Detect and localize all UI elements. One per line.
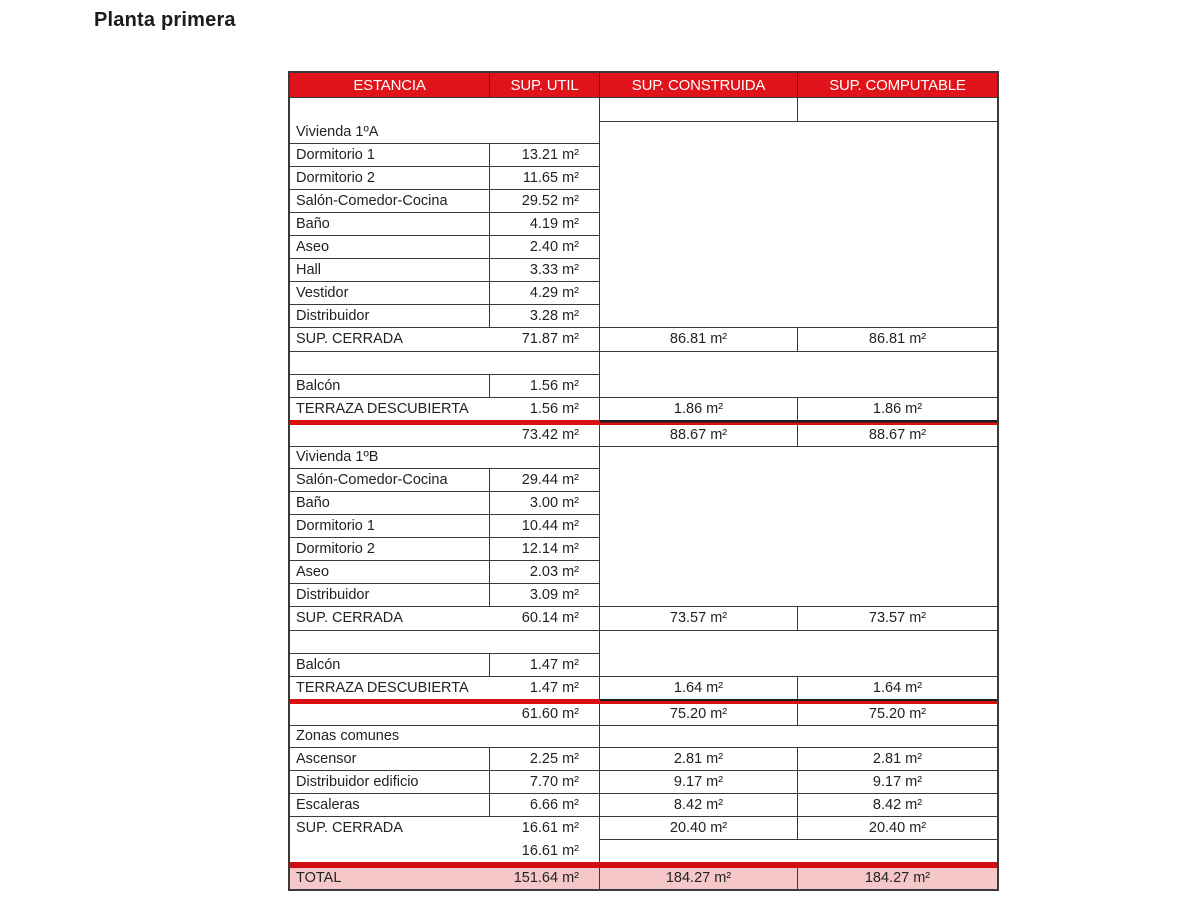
empty-span-cell [600,352,997,398]
cell-sup-util: 2.40 m² [490,236,600,259]
cell-sup-util: 1.47 m² [490,654,600,677]
sup-util-value: 151.64 m² [513,870,579,887]
cell-estancia: Distribuidor [290,584,490,607]
cell-sup-construida: 73.57 m² [600,607,798,631]
cell-sup-util: 3.00 m² [490,492,600,515]
row-label: SUP. CERRADA [296,331,403,348]
cell-sup-util: 3.33 m² [490,259,600,282]
gap-cell [290,352,600,375]
cell-sup-construida: 20.40 m² [600,817,798,840]
cell-sup-computable: 1.64 m² [872,679,923,696]
row-label: TERRAZA DESCUBIERTA [296,679,469,696]
cell-sup-util: 10.44 m² [490,515,600,538]
cell-sup-construida: 2.81 m² [600,748,798,771]
cell-sup-util: 1.56 m² [490,375,600,398]
cell-sup-util: 4.29 m² [490,282,600,305]
row-label: SUP. CERRADA [296,820,403,837]
row-total [290,868,600,889]
cell-sup-util: 2.03 m² [490,561,600,584]
column-header-4: SUP. COMPUTABLE [798,73,997,98]
cell-estancia: Escaleras [290,794,490,817]
cell-estancia: Dormitorio 1 [290,515,490,538]
cell-sup-util: 29.44 m² [490,469,600,492]
cell-sup-util: 7.70 m² [490,771,600,794]
row-subtotal [290,840,600,862]
surface-areas-table [288,71,999,891]
cell-estancia: Vestidor [290,282,490,305]
sup-util-value: 60.14 m² [521,610,579,627]
section-label: Zonas comunes [290,726,600,748]
empty-span-cell [600,447,997,607]
cell-sup-computable: 20.40 m² [798,817,997,840]
cell-sup-construida: 184.27 m² [600,868,798,889]
empty-span-cell [600,840,997,862]
cell-sup-computable: 75.20 m² [798,704,997,726]
cell-estancia: Dormitorio 1 [290,144,490,167]
column-header-3: SUP. CONSTRUIDA [600,73,798,98]
row-subtotal [290,704,600,726]
cell-sup-util: 2.25 m² [490,748,600,771]
cell-estancia: Balcón [290,654,490,677]
cell-sup-util: 3.09 m² [490,584,600,607]
empty-cell [798,98,997,122]
cell-estancia: Aseo [290,236,490,259]
page-title: Planta primera [94,9,236,31]
cell-sup-computable: 184.27 m² [798,868,997,889]
column-header-2: SUP. UTIL [490,73,600,98]
cell-sup-computable: 9.17 m² [798,771,997,794]
cell-sup-computable: 8.42 m² [798,794,997,817]
sup-util-value: 1.47 m² [529,679,579,696]
row-label: SUP. CERRADA [296,610,403,627]
cell-estancia: Ascensor [290,748,490,771]
sup-util-value: 71.87 m² [521,331,579,348]
row-label: TOTAL [296,870,342,887]
row-sup-cerrada [290,817,600,840]
cell-estancia: Hall [290,259,490,282]
row-terraza [290,677,600,699]
sup-util-value: 61.60 m² [521,706,579,723]
cell-sup-construida: 88.67 m² [600,425,798,447]
cell-estancia: Distribuidor [290,305,490,328]
sup-util-value: 1.56 m² [529,400,579,417]
cell-sup-computable: 88.67 m² [798,425,997,447]
empty-span-cell [600,726,997,748]
row-label: TERRAZA DESCUBIERTA [296,400,469,417]
cell-sup-construida: 75.20 m² [600,704,798,726]
cell-sup-computable: 1.86 m² [872,400,923,417]
cell-sup-util: 4.19 m² [490,213,600,236]
cell-estancia: Balcón [290,375,490,398]
cell-estancia: Baño [290,492,490,515]
cell-sup-computable: 86.81 m² [798,328,997,352]
cell-sup-construida: 1.64 m² [600,677,798,699]
row-terraza [290,398,600,420]
section-label: Vivienda 1ºA [290,98,600,144]
cell-estancia: Dormitorio 2 [290,167,490,190]
cell-sup-util: 11.65 m² [490,167,600,190]
cell-estancia: Distribuidor edificio [290,771,490,794]
cell-sup-construida: 9.17 m² [600,771,798,794]
cell-sup-computable: 2.81 m² [798,748,997,771]
cell-estancia: Salón-Comedor-Cocina [290,190,490,213]
cell-sup-util: 3.28 m² [490,305,600,328]
row-subtotal [290,425,600,447]
empty-span-cell [600,631,997,677]
row-sup-cerrada [290,607,600,631]
cell-sup-util: 29.52 m² [490,190,600,213]
cell-estancia: Dormitorio 2 [290,538,490,561]
cell-estancia: Salón-Comedor-Cocina [290,469,490,492]
empty-span-cell [600,122,997,328]
cell-estancia: Aseo [290,561,490,584]
sup-util-value: 16.61 m² [521,842,579,859]
cell-sup-util: 13.21 m² [490,144,600,167]
sup-util-value: 16.61 m² [521,820,579,837]
cell-estancia: Baño [290,213,490,236]
cell-sup-construida: 86.81 m² [600,328,798,352]
section-label: Vivienda 1ºB [290,447,600,469]
cell-sup-construida: 8.42 m² [600,794,798,817]
cell-sup-construida: 1.86 m² [600,398,798,420]
cell-sup-computable: 73.57 m² [798,607,997,631]
cell-sup-util: 6.66 m² [490,794,600,817]
cell-sup-util: 12.14 m² [490,538,600,561]
empty-cell [600,98,798,122]
gap-cell [290,631,600,654]
row-sup-cerrada [290,328,600,352]
sup-util-value: 73.42 m² [521,427,579,444]
column-header-1: ESTANCIA [290,73,490,98]
